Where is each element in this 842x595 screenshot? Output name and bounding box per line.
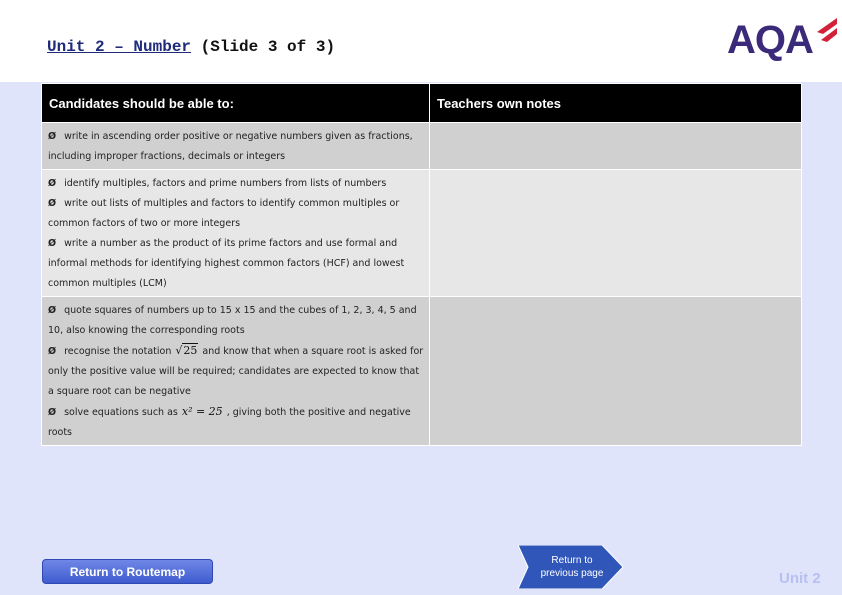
bullet-arrow-icon: Ø (48, 238, 57, 249)
return-to-previous-button[interactable] (518, 545, 624, 589)
slide-counter: (Slide 3 of 3) (191, 38, 336, 56)
list-item: Ø recognise the notation √25 and know that when a square root is asked for only the positive value will be required; candidates are expected to know that a square root can be negative (48, 341, 425, 402)
notes-cell[interactable] (430, 170, 802, 297)
notes-cell[interactable] (430, 297, 802, 446)
content-table (41, 83, 802, 446)
list-item: Ø write a number as the product of its prime factors and use formal and informal methods for identifying highest common factors (HCF) and lowest common multiples (LCM) (48, 238, 405, 289)
criteria-cell (42, 297, 430, 446)
table-header-row (42, 84, 802, 123)
equation-notation: x² = 25 (181, 405, 223, 418)
table-row (42, 170, 802, 297)
unit-label: Unit 2 (779, 570, 821, 587)
table-row (42, 123, 802, 170)
previous-button-label: Return to previous page (540, 555, 604, 579)
return-to-routemap-button[interactable]: Return to Routemap (42, 559, 213, 584)
col-header-candidates: Candidates should be able to: (42, 84, 430, 123)
logo-mark-icon (815, 16, 839, 46)
aqa-logo (727, 16, 839, 64)
bullet-arrow-icon: Ø (48, 346, 57, 357)
notes-cell[interactable] (430, 123, 802, 170)
criteria-cell (42, 170, 430, 297)
bullet-arrow-icon: Ø (48, 198, 57, 209)
sqrt-notation: √25 (175, 344, 198, 357)
col-header-notes: Teachers own notes (430, 84, 802, 123)
table-row (42, 297, 802, 446)
list-item: Ø identify multiples, factors and prime numbers from lists of numbers (48, 178, 387, 189)
list-item: Ø write in ascending order positive or negative numbers given as fractions, including improper fractions, decimals or integers (48, 131, 413, 162)
list-item: Ø solve equations such as x² = 25 , giving both the positive and negative roots (48, 402, 425, 443)
bullet-arrow-icon: Ø (48, 178, 57, 189)
list-item: Ø write out lists of multiples and factors to identify common multiples or common factors of two or more integers (48, 198, 400, 229)
bullet-arrow-icon: Ø (48, 407, 57, 418)
unit-title-link[interactable]: Unit 2 – Number (47, 38, 192, 56)
list-item: Ø quote squares of numbers up to 15 x 15 and the cubes of 1, 2, 3, 4, 5 and 10, also knowing the corresponding roots (48, 305, 417, 336)
logo-text: AQA (727, 18, 813, 62)
bullet-arrow-icon: Ø (48, 305, 57, 316)
criteria-cell (42, 123, 430, 170)
page-title (47, 38, 335, 56)
bullet-arrow-icon: Ø (48, 131, 57, 142)
slide-header (0, 0, 842, 82)
